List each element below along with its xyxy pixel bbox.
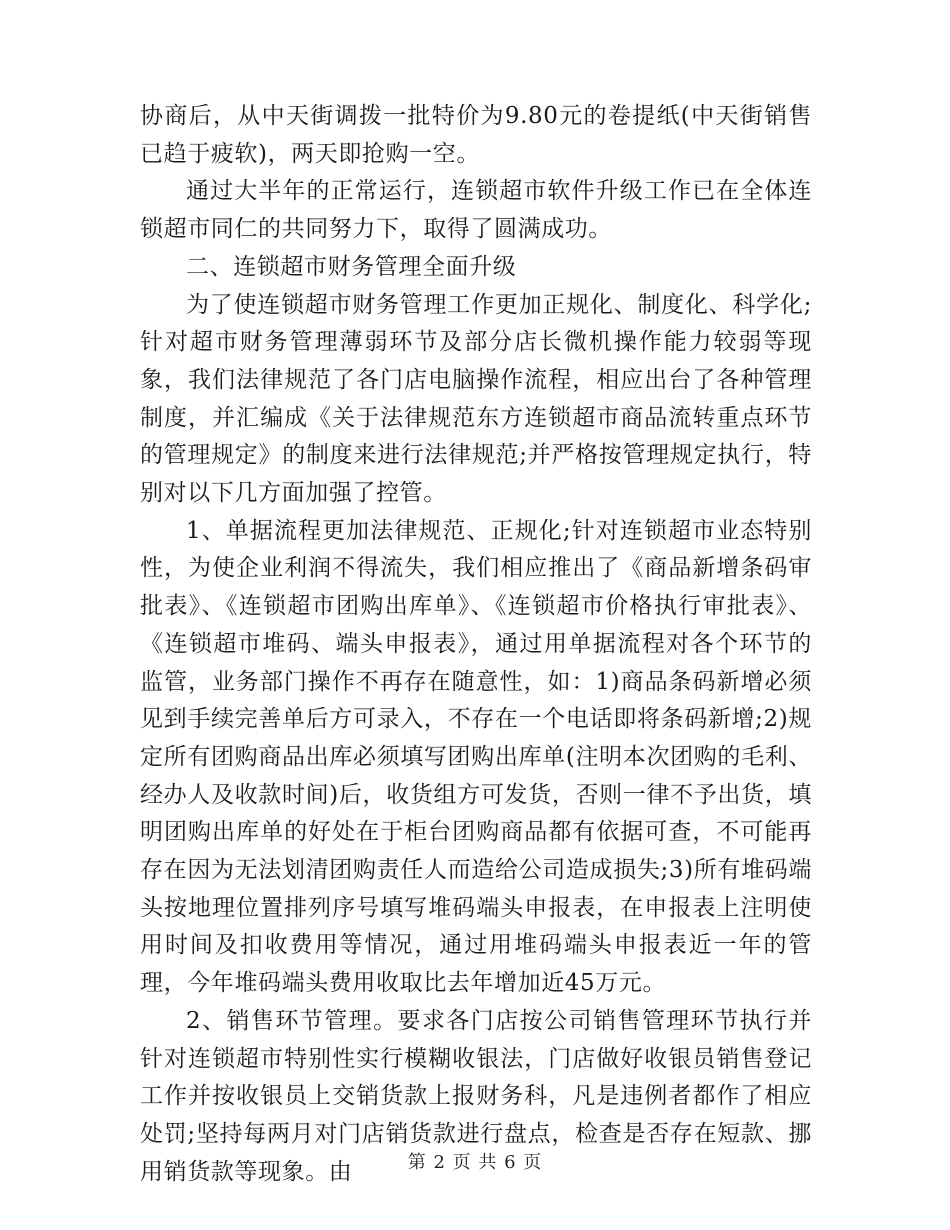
paragraph-continuation: 协商后，从中天街调拨一批特价为9.80元的卷提纸(中天街销售已趋于疲软)，两天即抢购一空。 [140,103,812,167]
paragraph-sales-management: 2、销售环节管理。要求各门店按公司销售管理环节执行并针对连锁超市特别性实行模糊收银法，门店做好收银员销售登记工作并按收银员上交销货款上报财务科，凡是违例者都作了相应处罚;坚持每两月对门店销货款进行盘点，检查是否存在短款、挪用销货款等现象。由 [140,1007,812,1185]
paragraph-upgrade-success: 通过大半年的正常运行，连锁超市软件升级工作已在全体连锁超市同仁的共同努力下，取得了圆满成功。 [140,178,812,243]
page-number-footer: 第 2 页 共 6 页 [407,1152,543,1173]
section-heading-finance: 二、连锁超市财务管理全面升级 [186,253,517,280]
paragraph-finance-overview: 为了使连锁超市财务管理工作更加正规化、制度化、科学化;针对超市财务管理薄弱环节及部分店长微机操作能力较弱等现象，我们法律规范了各门店电脑操作流程，相应出台了各种管理制度，并汇编成《关于法律规范东方连锁超市商品流转重点环节的管理规定》的制度来进行法律规范;并严格按管理规定执行，特别对以下几方面加强了控管。 [140,291,812,507]
paragraph-document-flow: 1、单据流程更加法律规范、正规化;针对连锁超市业态特别性，为使企业利润不得流失，我们相应推出了《商品新增条码审批表》、《连锁超市团购出库单》、《连锁超市价格执行审批表》、《连锁超市堆码、端头申报表》，通过用单据流程对各个环节的监管，业务部门操作不再存在随意性，如：1)商品条码新增必须见到手续完善单后方可录入，不存在一个电话即将条码新增;2)规定所有团购商品出库必须填写团购出库单(注明本次团购的毛利、经办人及收款时间)后，收货组方可发货，否则一律不予出货，填明团购出库单的好处在于柜台团购商品都有依据可查，不可能再存在因为无法划清团购责任人而造给公司造成损失;3)所有堆码端头按地理位置排列序号填写堆码端头申报表，在申报表上注明使用时间及扣收费用等情况，通过用堆码端头申报表近一年的管理，今年堆码端头费用收取比去年增加近45万元。 [140,517,812,997]
document-body [140,98,812,1191]
